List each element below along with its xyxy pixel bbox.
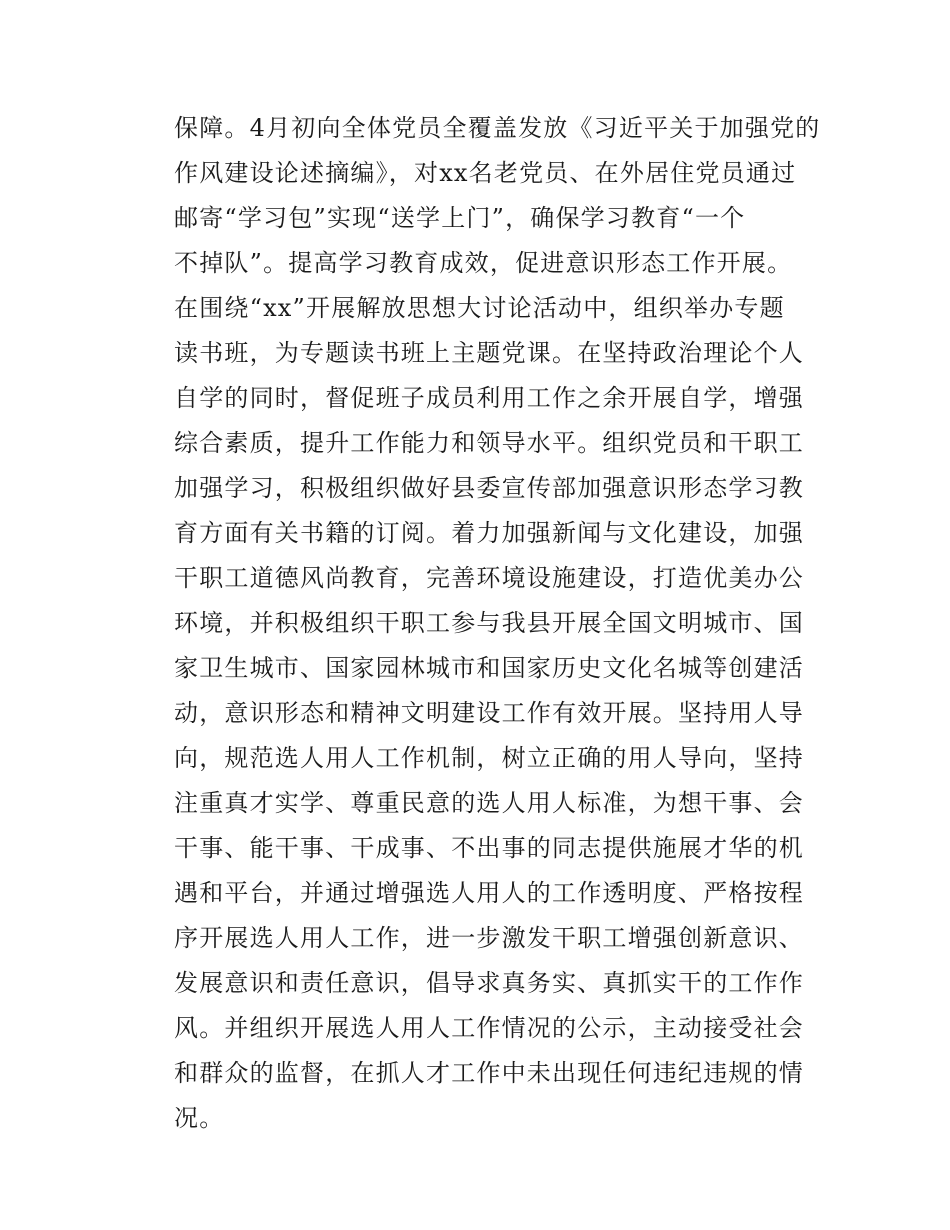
text-line: 和群众的监督，在抓人才工作中未出现任何违纪违规的情 [174,1059,804,1087]
text-line: 序开展选人用人工作，进一步激发干职工增强创新意识、 [174,924,804,952]
text-line: 遇和平台，并通过增强选人用人的工作透明度、严格按程 [174,879,804,907]
text-line: 作风建设论述摘编》，对xx名老党员、在外居住党员通过 [174,159,797,187]
text-line: 家卫生城市、国家园林城市和国家历史文化名城等创建活 [174,654,804,682]
text-line: 况。 [174,1104,225,1132]
text-line: 自学的同时，督促班子成员利用工作之余开展自学，增强 [174,384,804,412]
text-line: 发展意识和责任意识，倡导求真务实、真抓实干的工作作 [174,969,804,997]
text-line: 保障。4月初向全体党员全覆盖发放《习近平关于加强党的 [174,114,821,142]
text-line: 动，意识形态和精神文明建设工作有效开展。坚持用人导 [174,699,804,727]
body-text [174,106,821,1141]
text-line: 加强学习，积极组织做好县委宣传部加强意识形态学习教 [174,474,804,502]
text-line: 在围绕“xx”开展解放思想大讨论活动中，组织举办专题 [174,294,785,322]
text-line: 环境，并积极组织干职工参与我县开展全国文明城市、国 [174,609,804,637]
text-line: 综合素质，提升工作能力和领导水平。组织党员和干职工 [174,429,804,457]
text-line: 干事、能干事、干成事、不出事的同志提供施展才华的机 [174,834,804,862]
text-line: 风。并组织开展选人用人工作情况的公示，主动接受社会 [174,1014,804,1042]
text-line: 干职工道德风尚教育，完善环境设施建设，打造优美办公 [174,564,804,592]
text-line: 育方面有关书籍的订阅。着力加强新闻与文化建设，加强 [174,519,804,547]
text-line: 读书班，为专题读书班上主题党课。在坚持政治理论个人 [174,339,804,367]
text-line: 注重真才实学、尊重民意的选人用人标准，为想干事、会 [174,789,804,817]
text-line: 邮寄“学习包”实现“送学上门”，确保学习教育“一个 [174,204,746,232]
text-line: 向，规范选人用人工作机制，树立正确的用人导向，坚持 [174,744,804,772]
text-line: 不掉队”。提高学习教育成效，促进意识形态工作开展。 [174,249,793,277]
